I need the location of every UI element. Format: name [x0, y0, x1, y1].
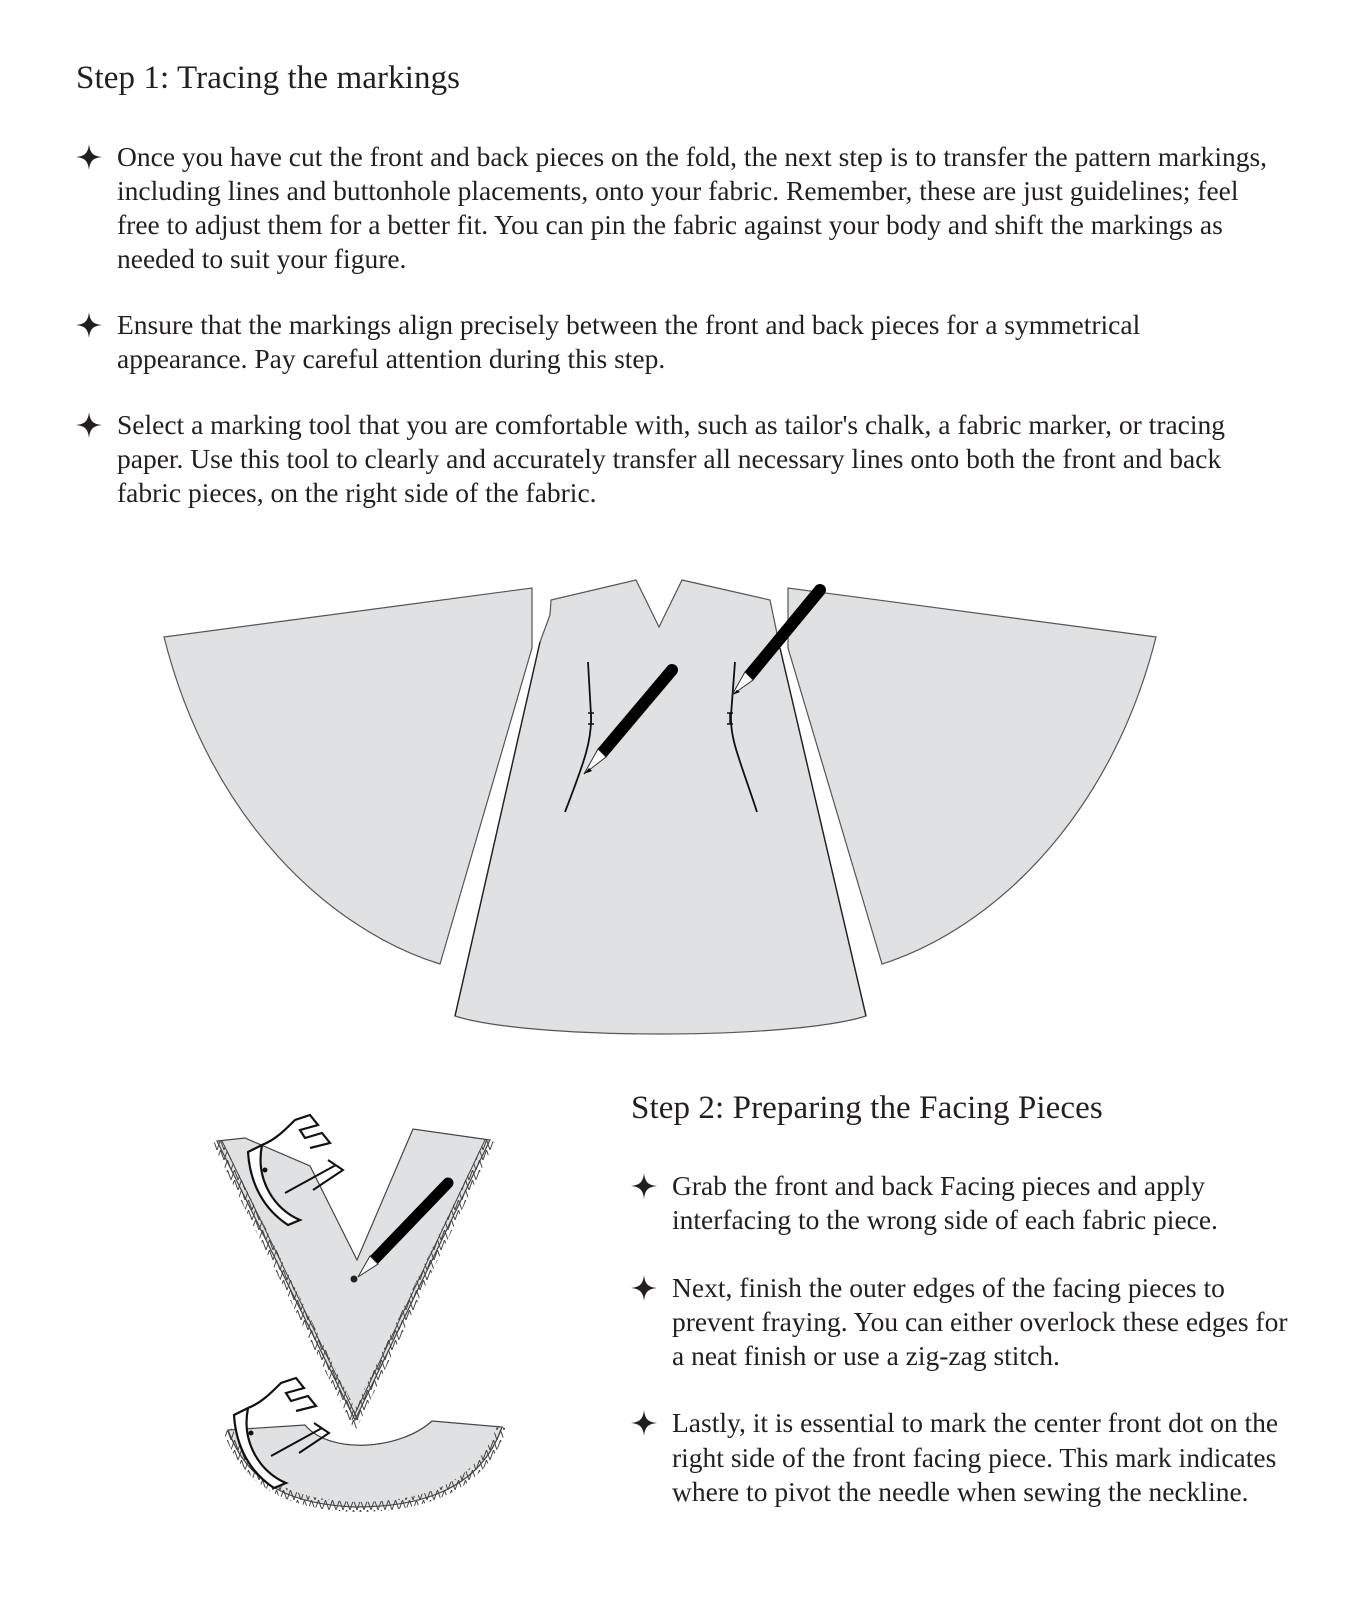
- four-point-star-icon: [74, 310, 104, 340]
- step1-heading: Step 1: Tracing the markings: [76, 60, 461, 96]
- four-point-star-icon: [74, 410, 104, 440]
- step2-heading: Step 2: Preparing the Facing Pieces: [631, 1090, 1103, 1126]
- four-point-star-icon: [629, 1408, 659, 1438]
- left-side-panel: [164, 588, 532, 964]
- step2-item-text: Lastly, it is essential to mark the center front dot on the right side of the front facing piece. This mark indicates where to pivot the needle when sewing the neckline.: [672, 1407, 1279, 1508]
- four-point-star-icon: [629, 1273, 659, 1303]
- step2-item-text: Next, finish the outer edges of the facing pieces to prevent fraying. You can either overlock these edges for a neat finish or use a zig-zag stitch.: [672, 1271, 1288, 1372]
- dress-tracing-illustration: [150, 570, 1170, 1060]
- center-front-dot: [351, 1276, 358, 1283]
- step2-item: [629, 1406, 1289, 1509]
- facing-pieces-illustration: [200, 1100, 520, 1530]
- step2-item-text: Grab the front and back Facing pieces and apply interfacing to the wrong side of each fabric piece.: [672, 1170, 1218, 1236]
- step1-item: [74, 308, 1274, 376]
- step1-instructions: [74, 140, 1274, 510]
- step1-item-text: Select a marking tool that you are comfortable with, such as tailor's chalk, a fabric marker, or tracing paper. Use this tool to clearly and accurately transfer all necessary lines onto both the front and back fabric pieces, on the right side of the fabric.: [117, 409, 1226, 508]
- step2-instructions: [629, 1169, 1289, 1509]
- step2-item: [629, 1271, 1289, 1374]
- step1-item-text: Once you have cut the front and back pieces on the fold, the next step is to transfer the pattern markings, including lines and buttonhole placements, onto your fabric. Remember, these are just guidelines; feel free to adjust them for a better fit. You can pin the fabric against your body and shift the markings as needed to suit your figure.: [117, 141, 1268, 274]
- step2-item: [629, 1169, 1289, 1238]
- step1-item-text: Ensure that the markings align precisely between the front and back pieces for a symmetrical appearance. Pay careful attention during this step.: [117, 309, 1141, 374]
- step1-item: [74, 140, 1274, 276]
- four-point-star-icon: [74, 142, 104, 172]
- back-facing-curved-piece: [228, 1421, 502, 1507]
- step1-item: [74, 408, 1274, 510]
- four-point-star-icon: [629, 1171, 659, 1201]
- right-side-panel: [788, 588, 1156, 964]
